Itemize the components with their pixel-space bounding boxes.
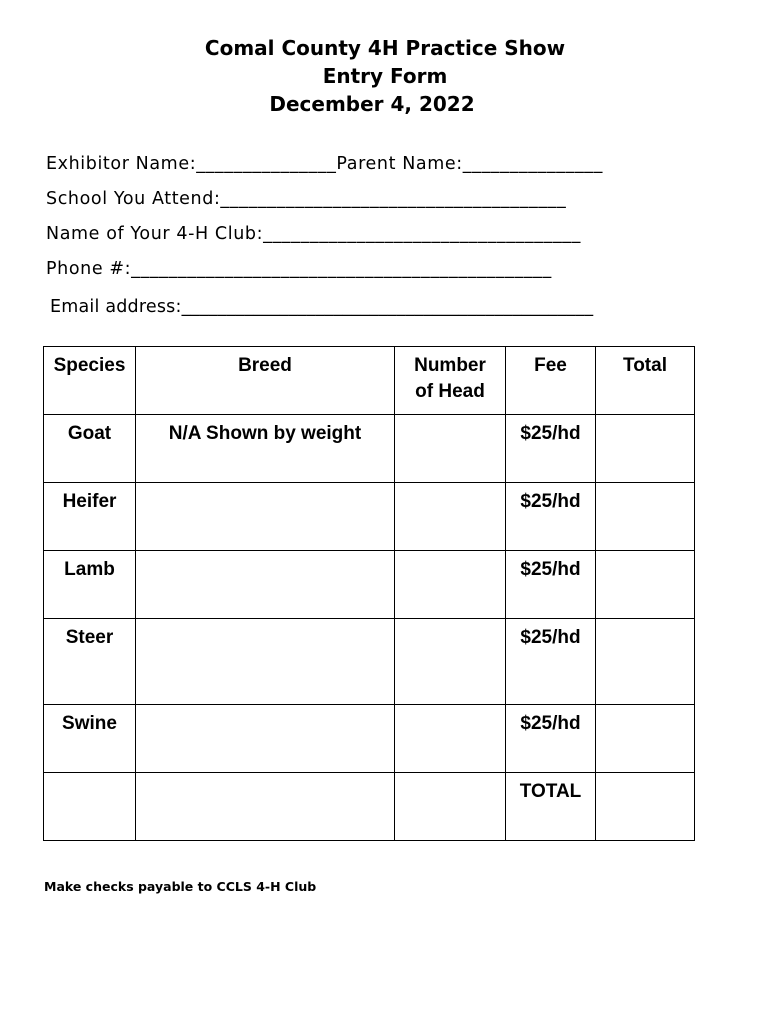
table-row <box>44 415 695 483</box>
empty-breed-cell <box>136 773 395 841</box>
header-number-of-head <box>395 347 506 415</box>
table-row <box>44 619 695 705</box>
table-row <box>44 483 695 551</box>
head-cell[interactable] <box>395 705 506 773</box>
species-cell: Heifer <box>44 483 136 551</box>
species-cell: Steer <box>44 619 136 705</box>
head-cell[interactable] <box>395 619 506 705</box>
header-total: Total <box>596 347 695 415</box>
payment-note: Make checks payable to CCLS 4-H Club <box>44 879 317 894</box>
breed-cell[interactable] <box>136 551 395 619</box>
school-field[interactable]: School You Attend:_____________________________________ <box>46 189 567 209</box>
header-number-line1: Number <box>414 355 486 376</box>
club-field[interactable]: Name of Your 4-H Club:__________________________________ <box>46 224 581 244</box>
species-cell: Lamb <box>44 551 136 619</box>
total-label-cell: TOTAL <box>506 773 596 841</box>
breed-cell[interactable] <box>136 483 395 551</box>
fee-cell: $25/hd <box>506 619 596 705</box>
head-cell[interactable] <box>395 415 506 483</box>
empty-head-cell <box>395 773 506 841</box>
exhibitor-parent-name-field[interactable]: Exhibitor Name:_______________Parent Name:_______________ <box>46 154 603 174</box>
head-cell[interactable] <box>395 483 506 551</box>
title-entry-form: Entry Form <box>322 64 448 88</box>
total-cell[interactable] <box>596 483 695 551</box>
empty-species-cell <box>44 773 136 841</box>
phone-field[interactable]: Phone #:_____________________________________________ <box>46 259 552 279</box>
fee-cell: $25/hd <box>506 415 596 483</box>
table-row <box>44 551 695 619</box>
total-cell[interactable] <box>596 415 695 483</box>
breed-cell[interactable] <box>136 705 395 773</box>
header-number-line2: of Head <box>415 381 485 402</box>
entry-table <box>43 346 695 841</box>
total-cell[interactable] <box>596 551 695 619</box>
header-species: Species <box>44 347 136 415</box>
header-fee: Fee <box>506 347 596 415</box>
fee-cell: $25/hd <box>506 551 596 619</box>
form-title <box>0 34 770 118</box>
fee-cell: $25/hd <box>506 483 596 551</box>
species-cell: Goat <box>44 415 136 483</box>
total-cell[interactable] <box>596 619 695 705</box>
email-field[interactable]: Email address:______________________________________________ <box>50 297 594 317</box>
head-cell[interactable] <box>395 551 506 619</box>
breed-cell[interactable] <box>136 619 395 705</box>
table-header-row <box>44 347 695 415</box>
title-show-name: Comal County 4H Practice Show <box>204 36 566 60</box>
fee-cell: $25/hd <box>506 705 596 773</box>
breed-cell[interactable]: N/A Shown by weight <box>136 415 395 483</box>
grand-total-cell[interactable] <box>596 773 695 841</box>
table-total-row <box>44 773 695 841</box>
total-cell[interactable] <box>596 705 695 773</box>
title-date: December 4, 2022 <box>269 92 475 116</box>
header-breed: Breed <box>136 347 395 415</box>
table-row <box>44 705 695 773</box>
species-cell: Swine <box>44 705 136 773</box>
